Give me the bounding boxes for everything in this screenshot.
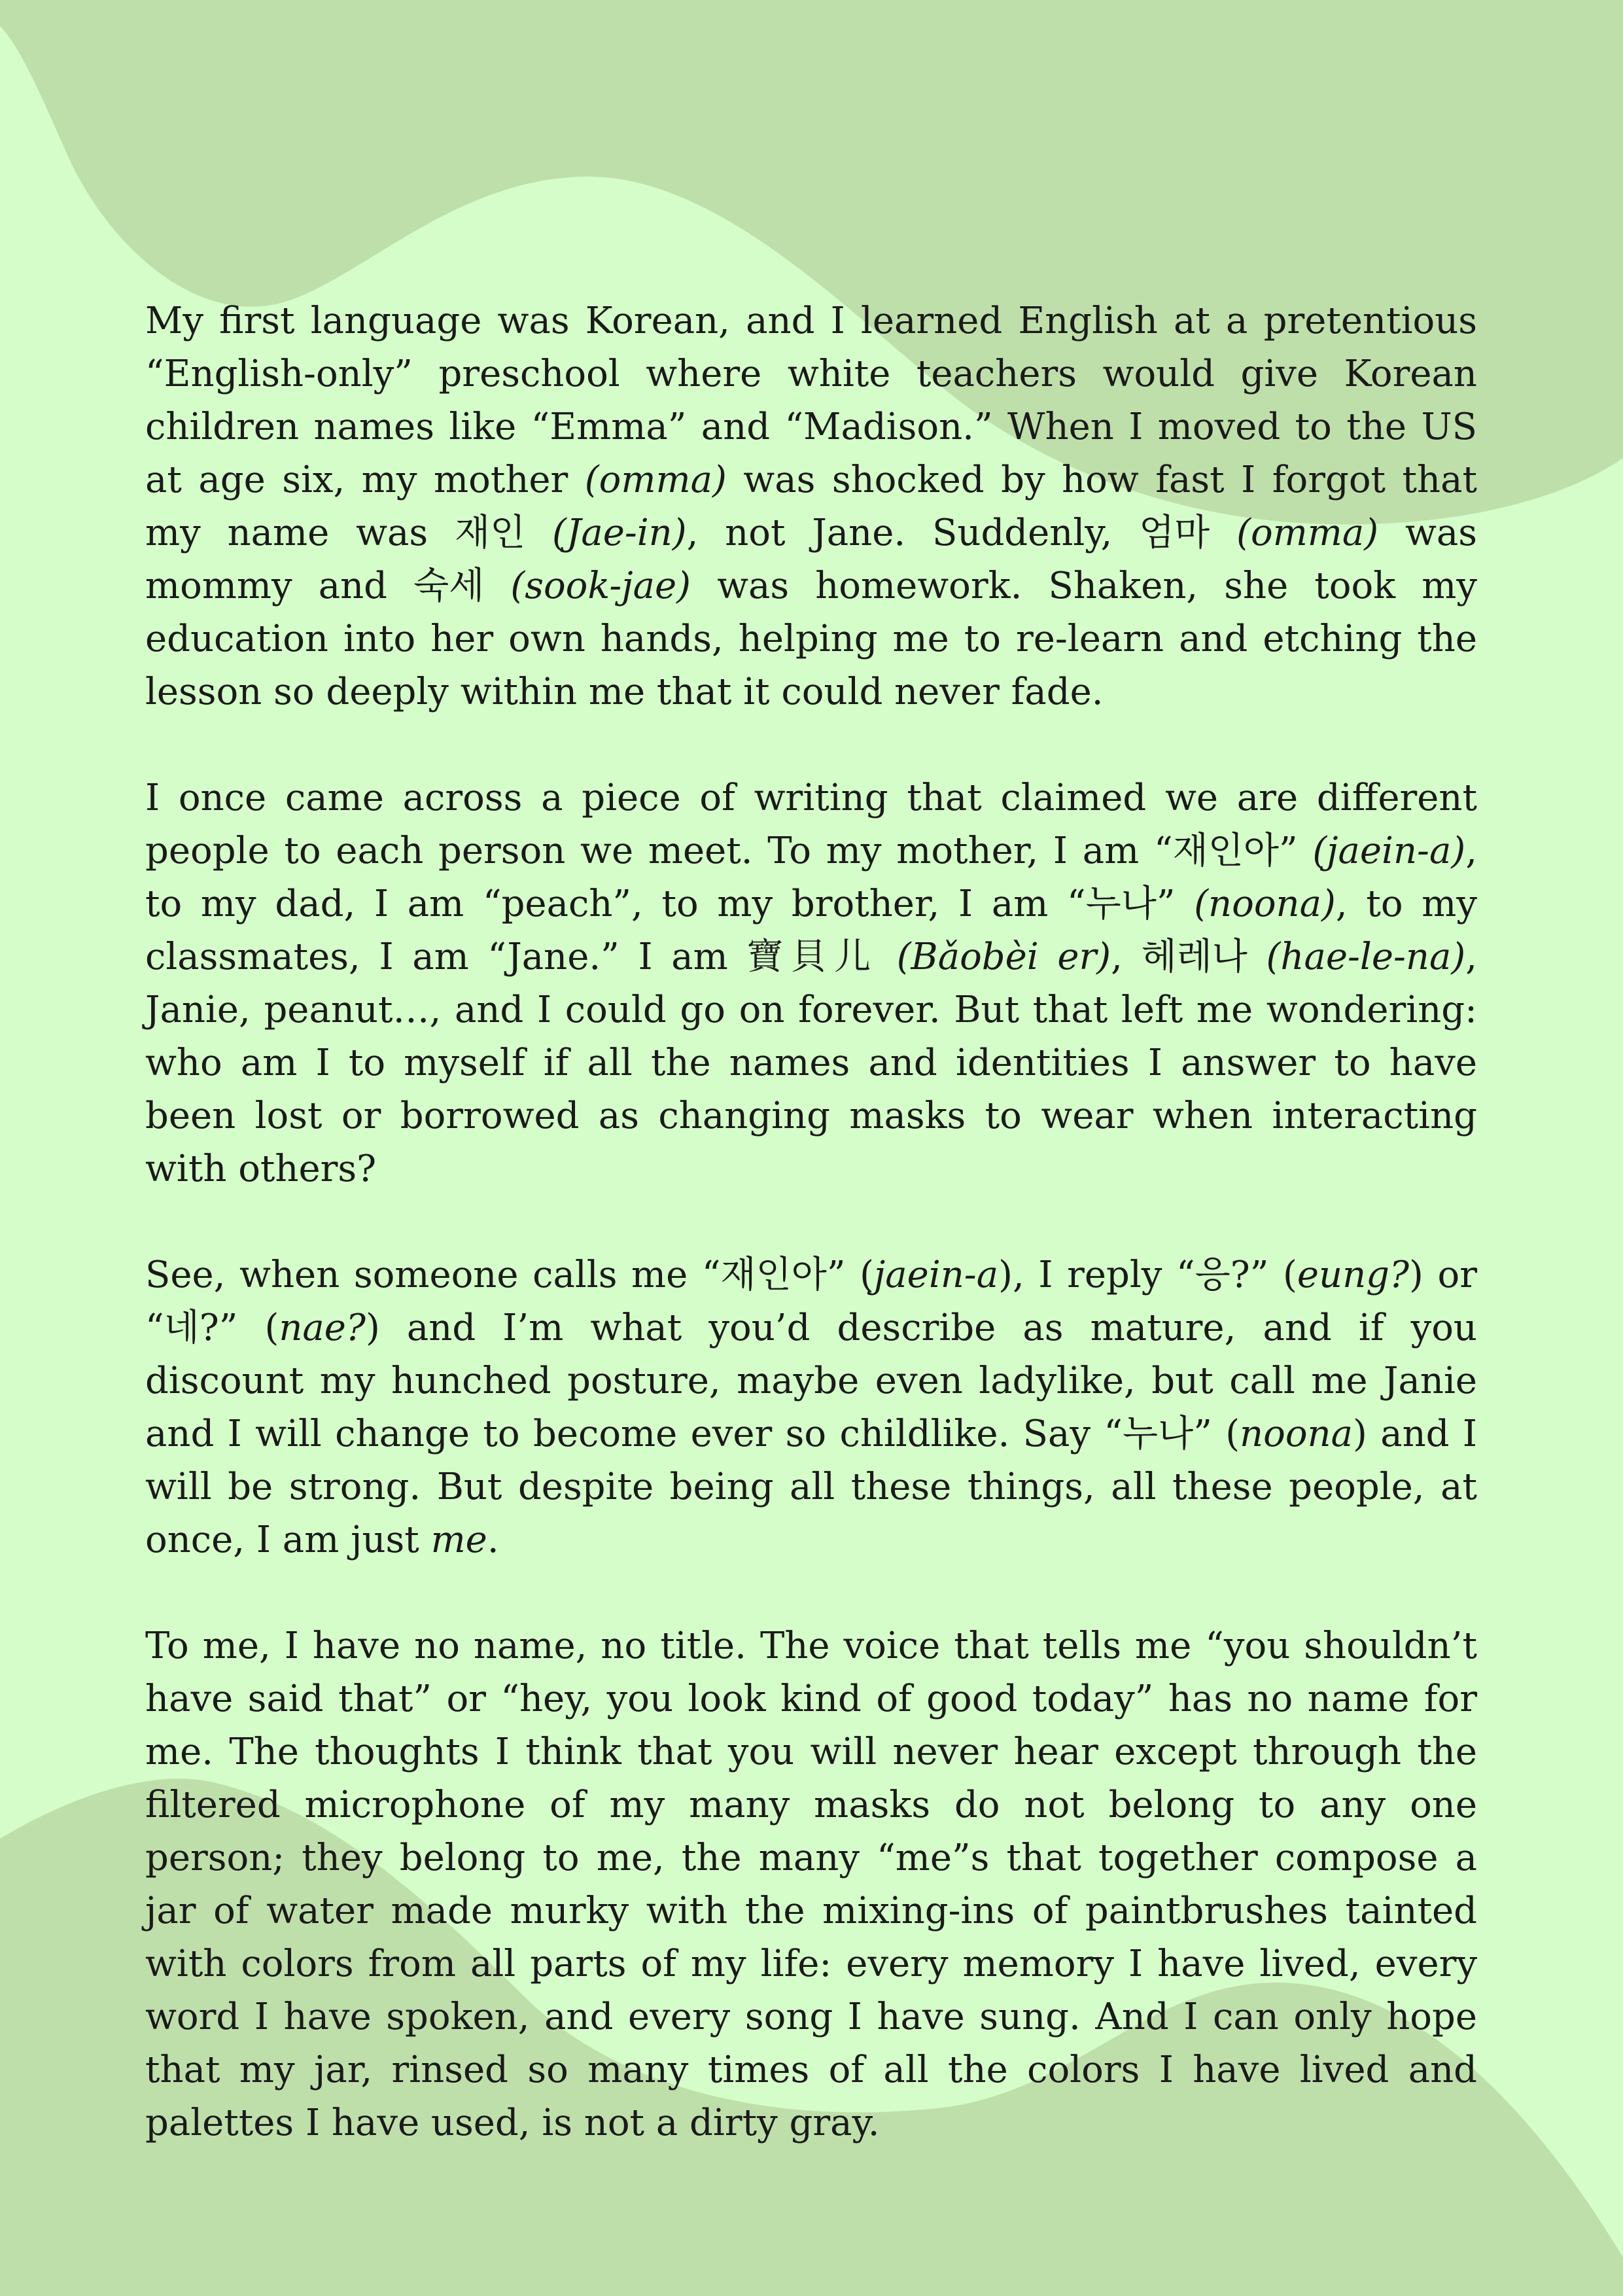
text-run: ) or “네?” ( [145,1254,1477,1349]
romanization: eung? [1297,1254,1410,1296]
romanization: (jaein-a) [1312,830,1466,872]
romanization: (Bǎobèi er) [896,936,1111,978]
essay-body [145,294,1477,2202]
text-run: , 헤레나 [1111,936,1266,978]
text-run: I once came across a piece of writing that claimed we are different people to each person we meet. To my mother, I am “재인아” [145,777,1477,872]
romanization: (hae-le-na) [1266,936,1466,978]
text-run: , to my classmates, I am “Jane.” I am 寶貝儿 [145,883,1477,978]
text-run: , to my dad, I am “peach”, to my brother, I am “누나” [145,830,1477,925]
text-run: , Janie, peanut…, and I could go on forever. But that left me wondering: who am I to myself if all the names and identities I answer to have been lost or borrowed as changing masks to wear when interacting with others? [145,936,1477,1190]
essay-paragraph-2 [145,771,1477,1195]
essay-paragraph-3 [145,1248,1477,1566]
romanization: jaein-a [873,1254,999,1296]
romanization: (Jae-in) [552,512,687,554]
text-run: See, when someone calls me “재인아” ( [145,1254,874,1296]
text-run: ), I reply “응?” ( [998,1254,1297,1296]
essay-paragraph-4 [145,1619,1477,2149]
text-run: My first language was Korean, and I learned English at a pretentious “English-only” preschool where white teachers would give Korean children names like “Emma” and “Madison.” When I moved to the US at age six, my mother [145,300,1477,501]
emphasis: me [430,1519,487,1561]
romanization: (omma) [1236,512,1379,554]
essay-paragraph-1 [145,294,1477,718]
romanization: (noona) [1194,883,1336,925]
text-run: was shocked by how fast I forgot that my name was 재인 [145,459,1477,554]
romanization: (omma) [584,459,727,501]
text-run: . [487,1519,499,1561]
text-run: was mommy and 숙세 [145,512,1478,607]
text-run: To me, I have no name, no title. The voice that tells me “you shouldn’t have said that” or “hey, you look kind of good today” has no name for me. The thoughts I think that you will never hear except through the filtered microphone of my many masks do not belong to any one person; they belong to me, the many “me”s that together compose a jar of water made murky with the mixing-ins of paintbrushes tainted with colors from all parts of my life: every memory I have lived, every word I have spoken, and every song I have sung. And I can only hope that my jar, rinsed so many times of all the colors I have lived and palettes I have used, is not a dirty gray. [145,1625,1477,2144]
romanization: nae? [279,1307,366,1349]
text-run: ) and I’m what you’d describe as mature, and if you discount my hunched posture, maybe even ladylike, but call me Janie and I will change to become ever so childlike. Say “누나” ( [145,1307,1477,1455]
text-run: ) and I will be strong. But despite being all these things, all these people, at once, I am just [145,1413,1477,1561]
text-run: , not Jane. Suddenly, 엄마 [686,512,1237,554]
romanization: noona [1240,1413,1353,1455]
romanization: (sook-jae) [510,565,691,607]
text-run: was homework. Shaken, she took my education into her own hands, helping me to re-learn and etching the lesson so deeply within me that it could never fade. [145,565,1477,713]
